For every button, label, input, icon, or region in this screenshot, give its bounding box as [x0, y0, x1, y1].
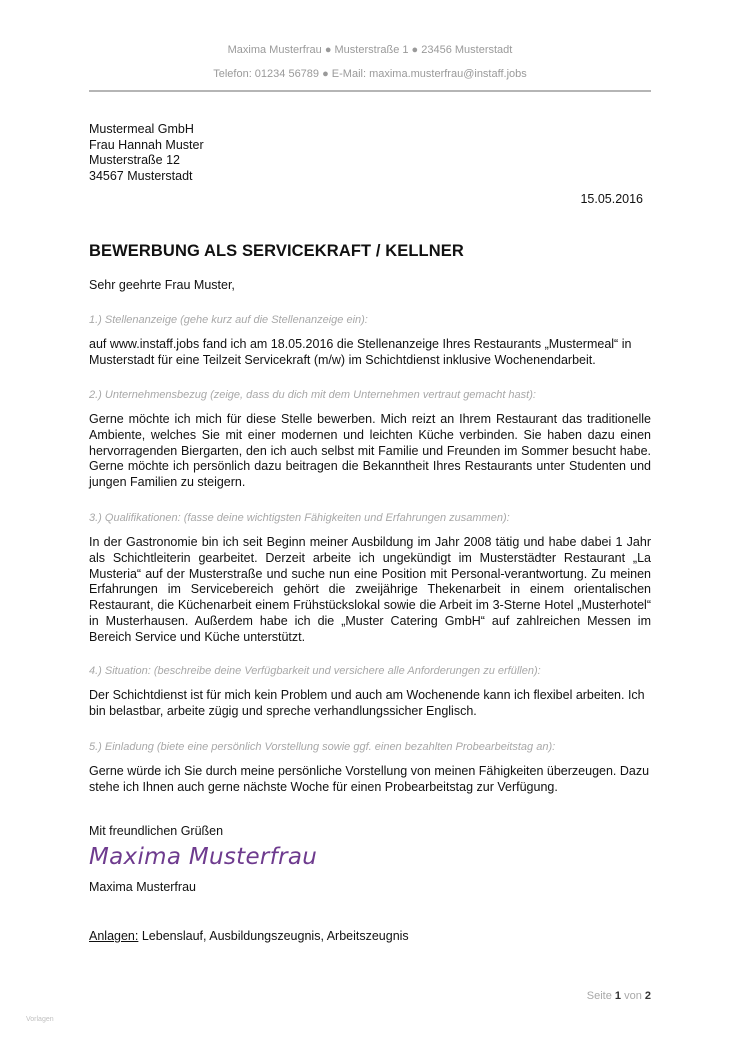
watermark: Vorlagen: [26, 1016, 54, 1023]
recipient-address: [89, 122, 204, 184]
section-text-2: Gerne möchte ich mich für diese Stelle bewerben. Mich reizt an Ihrem Restaurant das traditionelle Ambiente, welches Sie mit einer modernen und leichten Küche verbinden. Sie haben dazu einen hervorragenden Biergarten, den ich auch selbst mit Familie und Freunden im Sommer besucht habe. Gerne möchte ich persönlich dazu beitragen die Bekanntheit Ihres Restaurants unter Studenten und jungen Familien zu steigern.: [89, 412, 651, 490]
letter-subject: BEWERBUNG ALS SERVICEKRAFT / KELLNER: [89, 242, 464, 260]
section-text-5: Gerne würde ich Sie durch meine persönliche Vorstellung von meinen Fähigkeiten überzeugen. Dazu stehe ich Ihnen auch gerne nächste Woche für einen Probearbeitstag zur Verfügung.: [89, 764, 650, 794]
recipient-person: Frau Hannah Muster: [89, 137, 204, 152]
page-number: [587, 990, 651, 1002]
page-number-total: 2: [644, 990, 651, 1002]
attachments-line: [89, 929, 409, 943]
page-number-middle: von: [621, 990, 645, 1002]
section-text-3: In der Gastronomie bin ich seit Beginn meiner Ausbildung im Jahr 2008 tätig und habe dabei 1 Jahr als Schichtleiterin gearbeitet. Derzeit arbeite ich ungekündigt im Musterstädter Restaurant „La Musteria“ auf der Musterstraße und suche nun eine Position mit Personal-verantwortung. Zu meinen Erfahrungen im Servicebereich gehört die zweijährige Thekenarbeit in einem orientalischen Restaurant, die Küchenarbeit einem Frühstückslokal sowie die Arbeit im 3-Sterne Hotel „Musterhotel“ in Musterhausen. Außerdem habe ich die „Muster Catering GmbH“ auf zahlreichen Messen im Bereich Service und Küche unterstützt.: [89, 535, 651, 644]
header-divider: [89, 90, 651, 92]
recipient-street: Musterstraße 12: [89, 153, 181, 167]
signer-name: Maxima Musterfrau: [89, 880, 196, 894]
closing-phrase: Mit freundlichen Grüßen: [89, 824, 224, 838]
section-hint-5: 5.) Einladung (biete eine persönlich Vorstellung sowie ggf. einen bezahlten Probearbeitstag an):: [89, 741, 556, 753]
section-hint-2: 2.) Unternehmensbezug (zeige, dass du dich mit dem Unternehmen vertraut gemacht hast):: [89, 389, 536, 401]
sender-contact-line-1: Maxima Musterfrau ● Musterstraße 1 ● 23456 Musterstadt: [227, 44, 513, 56]
section-text-1: auf www.instaff.jobs fand ich am 18.05.2016 die Stellenanzeige Ihres Restaurants „Mustermeal“ in Musterstadt für eine Teilzeit Servicekraft (m/w) im Schichtdienst inklusive Wochenendarbeit.: [89, 337, 632, 367]
sender-contact-line-2: Telefon: 01234 56789 ● E-Mail: maxima.musterfrau@instaff.jobs: [213, 68, 527, 80]
attachments-label: Anlagen:: [89, 929, 139, 943]
page-number-current: 1: [614, 990, 622, 1002]
section-text-4: Der Schichtdienst ist für mich kein Problem und auch am Wochenende kann ich flexibel arbeiten. Ich bin belastbar, arbeite zügig und spreche verhandlungssicher Englisch.: [89, 688, 645, 718]
section-hint-3: 3.) Qualifikationen: (fasse deine wichtigsten Fähigkeiten und Erfahrungen zusammen):: [89, 512, 510, 524]
recipient-company: Mustermeal GmbH: [89, 122, 194, 136]
handwritten-signature: Maxima Musterfrau: [89, 844, 318, 870]
letter-date: 15.05.2016: [580, 192, 643, 206]
section-hint-1: 1.) Stellenanzeige (gehe kurz auf die Stellenanzeige ein):: [89, 314, 368, 326]
attachments-items: Lebenslauf, Ausbildungszeugnis, Arbeitszeugnis: [138, 929, 409, 943]
page-number-prefix: Seite: [586, 990, 615, 1002]
salutation: Sehr geehrte Frau Muster,: [89, 278, 235, 292]
recipient-city: 34567 Musterstadt: [89, 168, 193, 183]
section-hint-4: 4.) Situation: (beschreibe deine Verfügbarkeit und versichere alle Anforderungen zu erfüllen):: [89, 665, 541, 677]
